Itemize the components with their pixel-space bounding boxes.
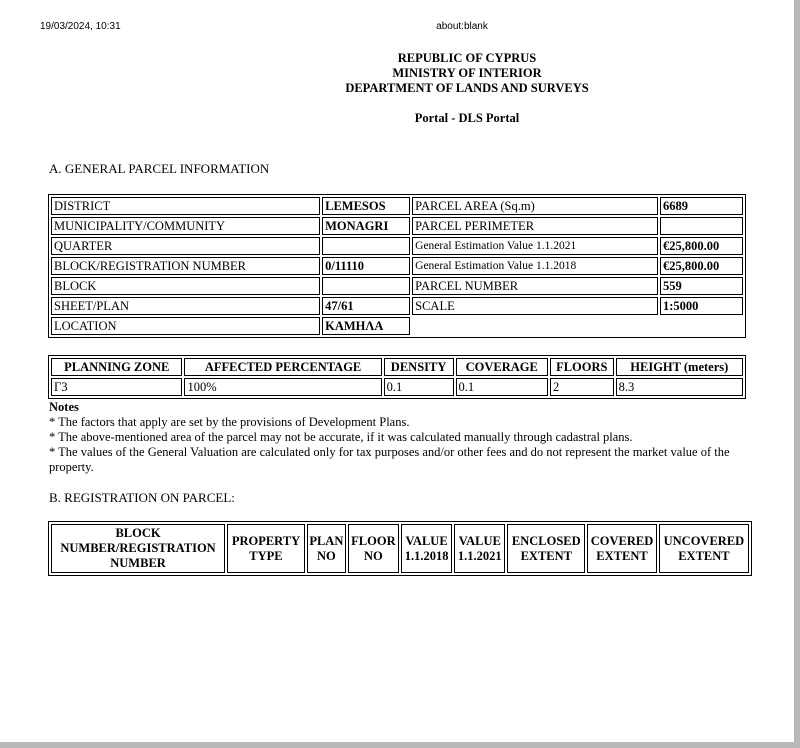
- scale-label: SCALE: [412, 297, 658, 315]
- note-item: * The above-mentioned area of the parcel may not be accurate, if it was calculated manually through cadastral plans.: [49, 430, 633, 444]
- header-uncovered-extent: UNCOVERED EXTENT: [659, 524, 749, 573]
- header-covered-extent: COVERED EXTENT: [587, 524, 657, 573]
- estimation-2018-value: €25,800.00: [660, 257, 743, 275]
- header-enclosed-extent: ENCLOSED EXTENT: [507, 524, 585, 573]
- parcel-number-label: PARCEL NUMBER: [412, 277, 658, 295]
- block-registration-label: BLOCK/REGISTRATION NUMBER: [51, 257, 320, 275]
- perimeter-value: [660, 217, 743, 235]
- affected-percentage-value: 100%: [184, 378, 381, 396]
- quarter-value: [322, 237, 410, 255]
- density-value: 0.1: [384, 378, 454, 396]
- block-label: BLOCK: [51, 277, 320, 295]
- estimation-2021-label: General Estimation Value 1.1.2021: [412, 237, 658, 255]
- title-line-3: DEPARTMENT OF LANDS AND SURVEYS: [345, 81, 589, 95]
- table-row: [51, 378, 743, 396]
- location-value: ΚΑΜΗΛΑ: [322, 317, 410, 335]
- header-height: HEIGHT (meters): [616, 358, 743, 376]
- block-registration-value: 0/11110: [322, 257, 410, 275]
- district-value: LEMESOS: [322, 197, 410, 215]
- header-floor-no: FLOOR NO: [348, 524, 399, 573]
- parcel-info-table: [48, 194, 746, 338]
- table-row: [51, 237, 743, 255]
- title-line-2: MINISTRY OF INTERIOR: [392, 66, 542, 80]
- perimeter-label: PARCEL PERIMETER: [412, 217, 658, 235]
- header-coverage: COVERAGE: [456, 358, 548, 376]
- window-border-bottom: [0, 742, 800, 748]
- scale-value: 1:5000: [660, 297, 743, 315]
- title-line-1: REPUBLIC OF CYPRUS: [397, 51, 537, 65]
- print-url: about:blank: [436, 21, 488, 32]
- table-header-row: [51, 524, 749, 573]
- registration-table: [48, 521, 752, 576]
- municipality-label: MUNICIPALITY/COMMUNITY: [51, 217, 320, 235]
- table-row: [51, 197, 743, 215]
- header-floors: FLOORS: [550, 358, 614, 376]
- header-affected-percentage: AFFECTED PERCENTAGE: [184, 358, 381, 376]
- height-value: 8.3: [616, 378, 743, 396]
- estimation-2021-value: €25,800.00: [660, 237, 743, 255]
- header-property-type: PROPERTY TYPE: [227, 524, 305, 573]
- table-header-row: [51, 358, 743, 376]
- print-datetime: 19/03/2024, 10:31: [40, 21, 121, 32]
- header-value-2018: VALUE 1.1.2018: [401, 524, 452, 573]
- parcel-area-label: PARCEL AREA (Sq.m): [412, 197, 658, 215]
- estimation-2018-label: General Estimation Value 1.1.2018: [412, 257, 658, 275]
- section-a-heading: A. GENERAL PARCEL INFORMATION: [49, 161, 270, 176]
- coverage-value: 0.1: [456, 378, 548, 396]
- quarter-label: QUARTER: [51, 237, 320, 255]
- header-block-registration: BLOCK NUMBER/REGISTRATION NUMBER: [51, 524, 225, 573]
- header-value-2021: VALUE 1.1.2021: [454, 524, 505, 573]
- sheet-plan-label: SHEET/PLAN: [51, 297, 320, 315]
- table-row: [51, 317, 743, 335]
- note-item: * The values of the General Valuation are calculated only for tax purposes and/or other fees and do not represent the market value of the property.: [49, 445, 730, 474]
- planning-table: [48, 355, 746, 399]
- document-title: [0, 51, 800, 96]
- empty-cell: [412, 317, 743, 335]
- notes-heading: Notes: [49, 400, 79, 414]
- sheet-plan-value: 47/61: [322, 297, 410, 315]
- header-plan-no: PLAN NO: [307, 524, 346, 573]
- table-row: [51, 217, 743, 235]
- note-item: * The factors that apply are set by the provisions of Development Plans.: [49, 415, 410, 429]
- table-row: [51, 297, 743, 315]
- block-value: [322, 277, 410, 295]
- portal-title: Portal - DLS Portal: [414, 111, 520, 125]
- parcel-area-value: 6689: [660, 197, 743, 215]
- parcel-number-value: 559: [660, 277, 743, 295]
- district-label: DISTRICT: [51, 197, 320, 215]
- table-row: [51, 257, 743, 275]
- municipality-value: MONAGRI: [322, 217, 410, 235]
- location-label: LOCATION: [51, 317, 320, 335]
- notes-block: [49, 400, 749, 475]
- header-planning-zone: PLANNING ZONE: [51, 358, 182, 376]
- floors-value: 2: [550, 378, 614, 396]
- table-row: [51, 277, 743, 295]
- section-b-heading: B. REGISTRATION ON PARCEL:: [49, 490, 235, 505]
- planning-zone-value: Γ3: [51, 378, 182, 396]
- header-density: DENSITY: [384, 358, 454, 376]
